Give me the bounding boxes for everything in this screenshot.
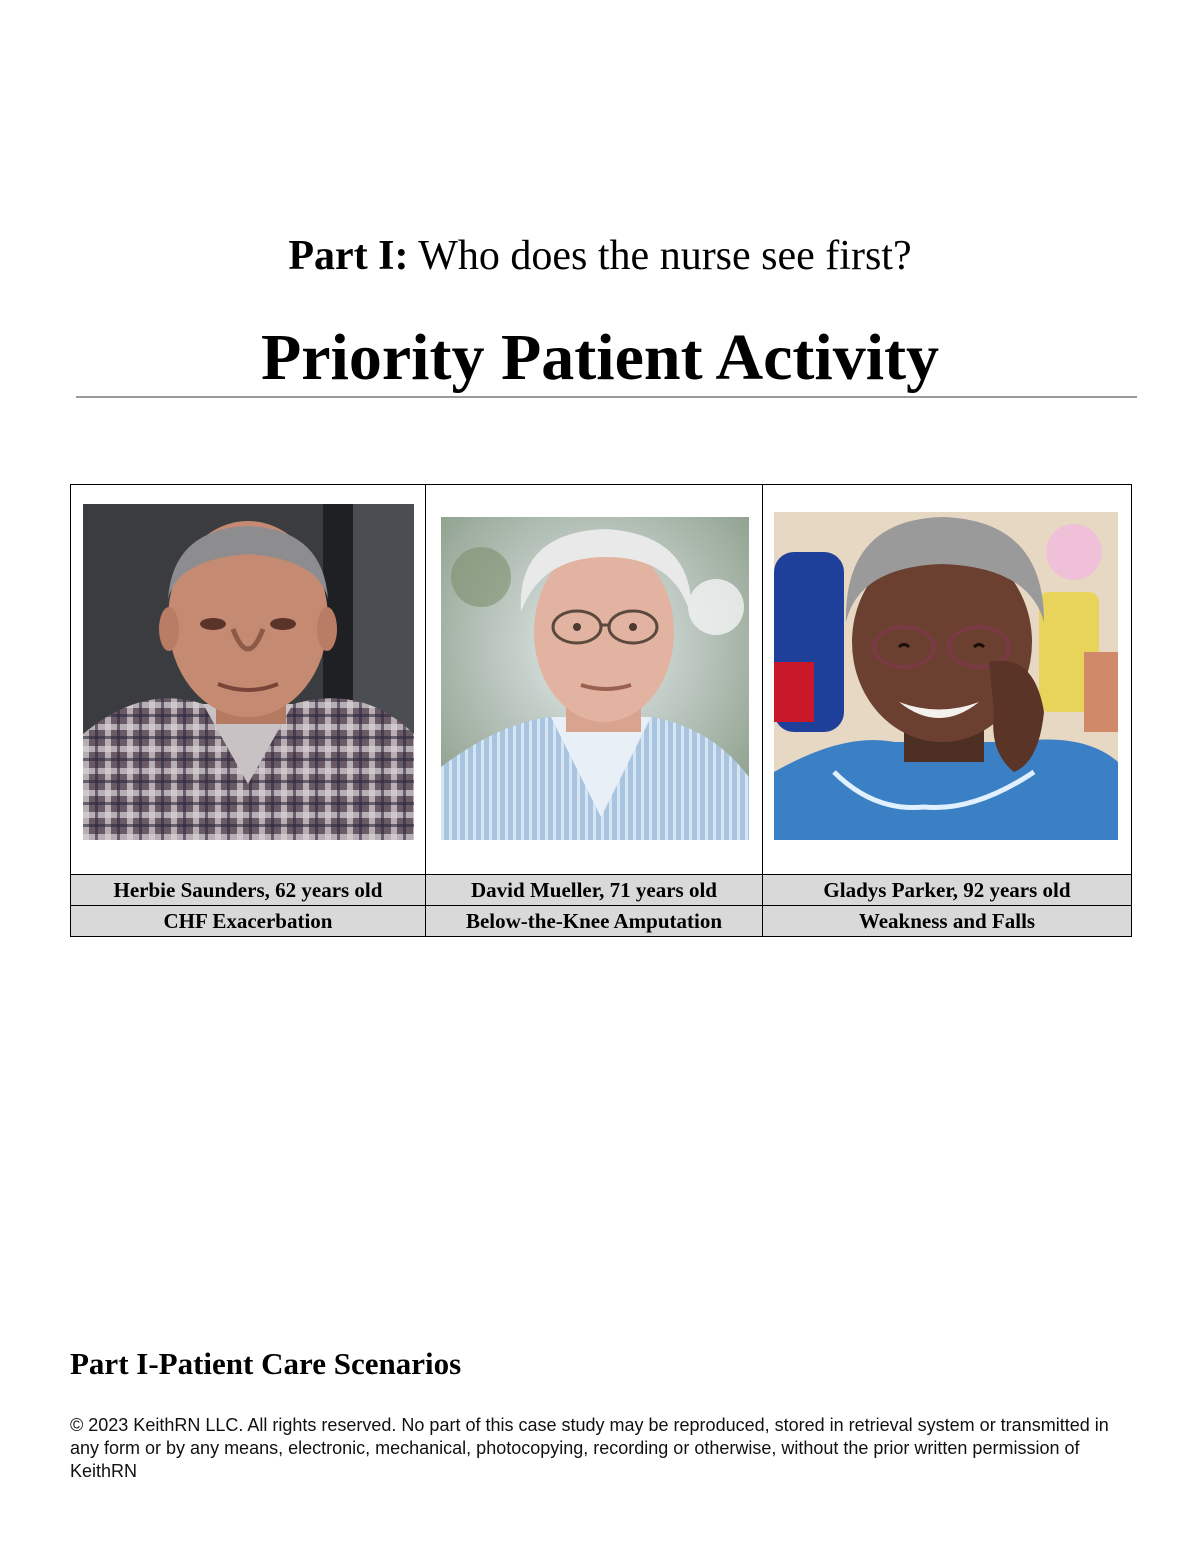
- patient-name-david: David Mueller, 71 years old: [426, 874, 763, 905]
- photo-cell-gladys: [763, 485, 1132, 875]
- diagnosis-row: [71, 905, 1132, 936]
- patient-table: [70, 484, 1132, 937]
- herbie-portrait-icon: [83, 504, 414, 840]
- photo-cell-herbie: [71, 485, 426, 875]
- photo-cell-david: [426, 485, 763, 875]
- part-heading: [0, 228, 1200, 284]
- patient-name-herbie: Herbie Saunders, 62 years old: [71, 874, 426, 905]
- page-title: Priority Patient Activity: [260, 321, 940, 394]
- patient-name-gladys: Gladys Parker, 92 years old: [763, 874, 1132, 905]
- copyright-notice: © 2023 KeithRN LLC. All rights reserved. No part of this case study may be reproduced, stored in retrieval system or transmitted in any form or by any means, electronic, mechanical, photocopying, recording or otherwise, without the prior written permission of KeithRN: [70, 1415, 1109, 1481]
- part-label: Part I:: [288, 233, 409, 279]
- part-question: Who does the nurse see first?: [408, 233, 912, 279]
- photo-row: [71, 485, 1132, 875]
- scenarios-heading: Part I-Patient Care Scenarios: [70, 1346, 462, 1381]
- name-row: [71, 874, 1132, 905]
- david-portrait-icon: [441, 517, 749, 840]
- patient-diagnosis-herbie: CHF Exacerbation: [71, 905, 426, 936]
- patient-diagnosis-gladys: Weakness and Falls: [763, 905, 1132, 936]
- title-divider: [76, 396, 1137, 398]
- gladys-portrait-icon: [774, 512, 1118, 840]
- patient-diagnosis-david: Below-the-Knee Amputation: [426, 905, 763, 936]
